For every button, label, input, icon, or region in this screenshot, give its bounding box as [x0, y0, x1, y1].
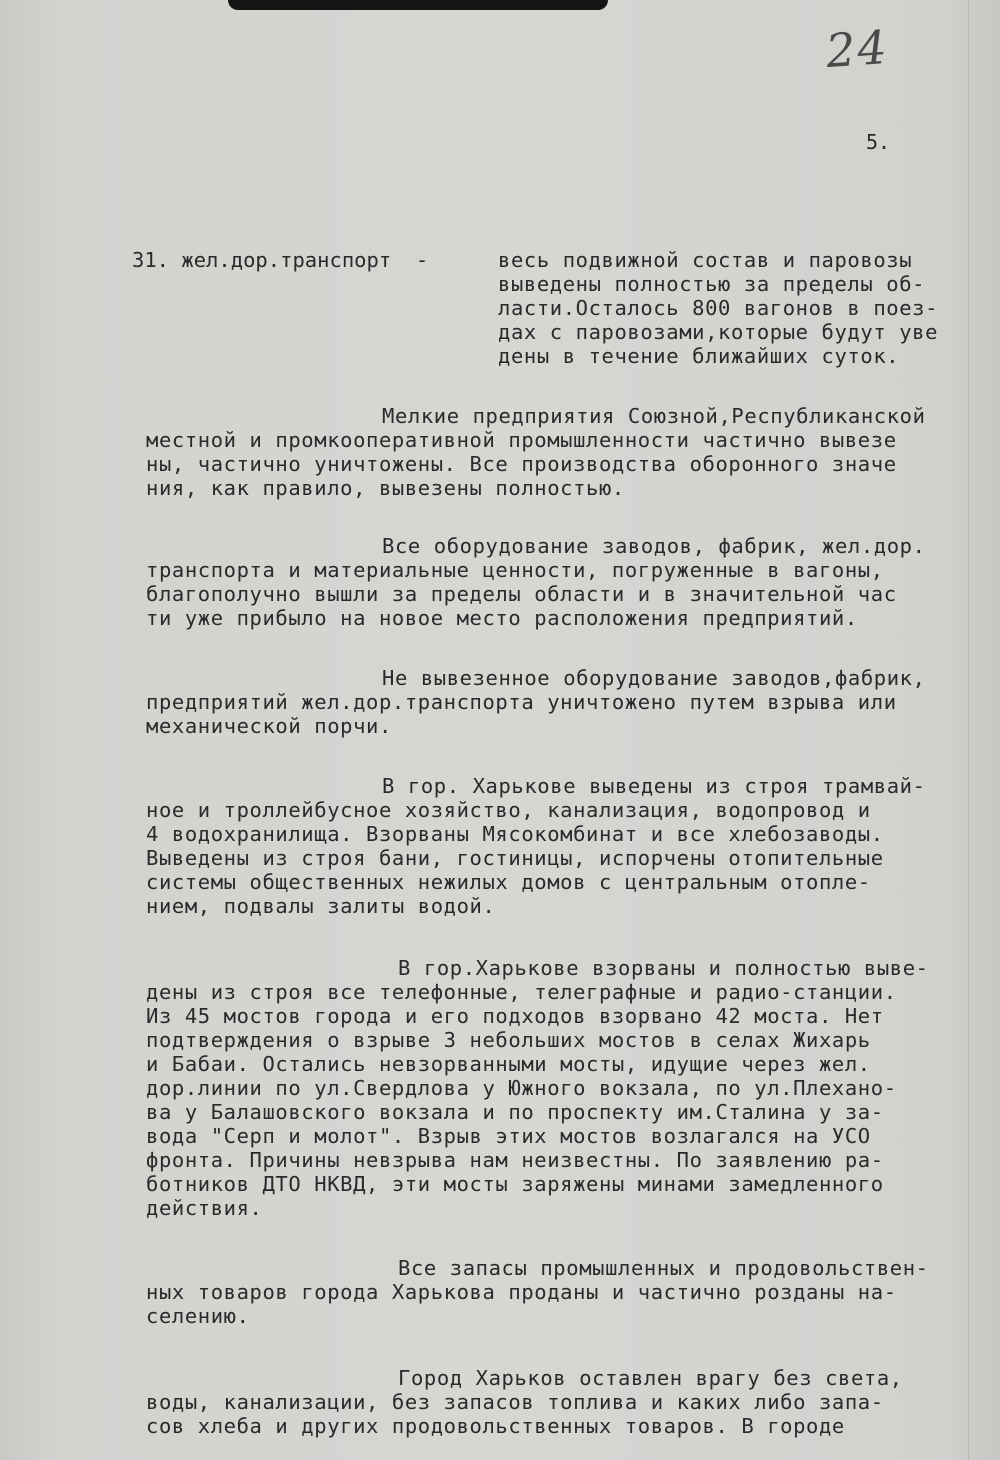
paragraph-line: Выведены из строя бани, гостиницы, испорчены отопительные	[146, 846, 884, 870]
item-label: жел.дор.транспорт	[181, 248, 392, 272]
paragraph-line: ное и троллейбусное хозяйство, канализация, водопровод и	[146, 798, 871, 822]
paragraph-line: подтверждения о взрыве 3 небольших мостов в селах Жихарь	[146, 1028, 871, 1052]
paragraph-line: В гор.Харькове взорваны и полностью выве-	[398, 956, 929, 980]
paragraph-line: системы общественных нежилых домов с центральным отопле-	[146, 870, 871, 894]
archive-page-number: 24	[824, 19, 891, 79]
page-edge-line	[968, 0, 969, 1460]
paragraph-line: Из 45 мостов города и его подходов взорвано 42 моста. Нет	[146, 1004, 884, 1028]
item-line: дены в течение ближайших суток.	[498, 344, 900, 368]
item-dash: -	[415, 248, 429, 272]
paragraph-line: ных товаров города Харькова проданы и частично розданы на-	[146, 1280, 897, 1304]
paragraph-line: механической порчи.	[146, 714, 392, 738]
paragraph-line: Город Харьков оставлен врагу без света,	[398, 1366, 903, 1390]
item-line: весь подвижной состав и паровозы	[498, 248, 913, 272]
paragraph-line: ботников ДТО НКВД, эти мосты заряжены минами замедленного	[146, 1172, 884, 1196]
paragraph-line: ны, частично уничтожены. Все производства оборонного значе	[146, 452, 897, 476]
paragraph-line: Все оборудование заводов, фабрик, жел.дор.	[382, 534, 926, 558]
item-line: выведены полностью за пределы об-	[498, 272, 926, 296]
paragraph-line: благополучно вышли за пределы области и в значительной час	[146, 582, 897, 606]
paragraph-line: транспорта и материальные ценности, погруженные в вагоны,	[146, 558, 884, 582]
paragraph-line: предприятий жел.дор.транспорта уничтожено путем взрыва или	[146, 690, 897, 714]
paragraph-line: нием, подвалы залиты водой.	[146, 894, 496, 918]
paragraph-line: ва у Балашовского вокзала и по проспекту им.Сталина у за-	[146, 1100, 884, 1124]
paragraph-line: дены из строя все телефонные, телеграфные и радио-станции.	[146, 980, 897, 1004]
paragraph-line: 4 водохранилища. Взорваны Мясокомбинат и все хлебозаводы.	[146, 822, 884, 846]
paragraph-line: В гор. Харькове выведены из строя трамвай-	[382, 774, 926, 798]
item-heading	[132, 248, 428, 272]
paragraph-line: Все запасы промышленных и продовольствен-	[398, 1256, 929, 1280]
paragraph-line: и Бабаи. Остались невзорванными мосты, идущие через жел.	[146, 1052, 871, 1076]
paragraph-line: Не вывезенное оборудование заводов,фабрик,	[382, 666, 926, 690]
paragraph-line: фронта. Причины невзрыва нам неизвестны. По заявлению ра-	[146, 1148, 884, 1172]
paragraph-line: ти уже прибыло на новое место расположения предприятий.	[146, 606, 858, 630]
paragraph-line: местной и промкооперативной промышленности частично вывезе	[146, 428, 897, 452]
paragraph-line: ния, как правило, вывезены полностью.	[146, 476, 625, 500]
item-line: ласти.Осталось 800 вагонов в поез-	[498, 296, 939, 320]
paragraph-line: воды, канализации, без запасов топлива и каких либо запа-	[146, 1390, 884, 1414]
paragraph-line: действия.	[146, 1196, 263, 1220]
paragraph-line: дор.линии по ул.Свердлова у Южного вокзала, по ул.Плехано-	[146, 1076, 897, 1100]
item-line: дах с паровозами,которые будут уве	[498, 320, 939, 344]
paragraph-line: сов хлеба и других продовольственных товаров. В городе	[146, 1414, 845, 1438]
item-number: 31.	[132, 248, 170, 272]
paragraph-line: селению.	[146, 1304, 250, 1328]
paragraph-line: Мелкие предприятия Союзной,Республиканской	[382, 404, 926, 428]
binder-clip	[228, 0, 608, 10]
paragraph-line: вода "Серп и молот". Взрыв этих мостов возлагался на УСО	[146, 1124, 871, 1148]
page-number: 5.	[866, 130, 891, 154]
